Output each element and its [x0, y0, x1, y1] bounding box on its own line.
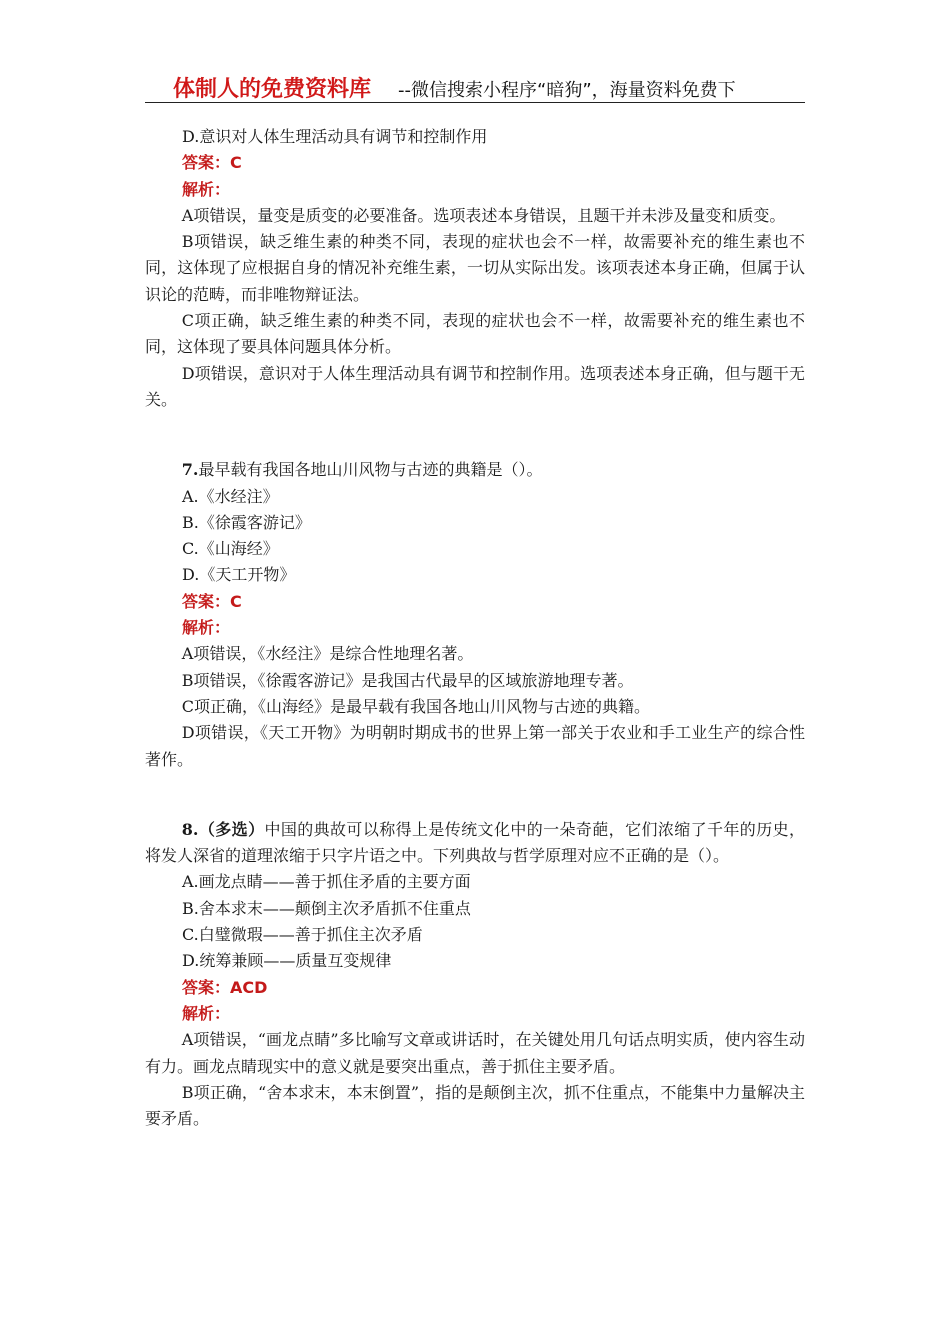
q7-option-c: C.《山海经》	[182, 539, 279, 559]
q8-option-c: C.白璧微瑕——善于抓住主次矛盾	[182, 925, 423, 945]
q8-option-a: A.画龙点睛——善于抓住矛盾的主要方面	[182, 872, 471, 892]
q8-analysis-label: 解析：	[182, 1003, 231, 1023]
q7-analysis-d: D项错误，《天工开物》为明朝时期成书的世界上第一部关于农业和手工业生产的综合性著作。	[145, 723, 805, 769]
q8-number: 8.	[181, 819, 199, 839]
q7-option-d: D.《天工开物》	[182, 565, 296, 585]
q6-analysis-d: D项错误，意识对于人体生理活动具有调节和控制作用。选项表述本身正确，但与题干无关。	[145, 363, 805, 409]
page-header	[145, 70, 805, 103]
q6-analysis-a: A项错误，量变是质变的必要准备。选项表述本身错误，且题干并未涉及量变和质变。	[181, 205, 786, 225]
document-body	[145, 124, 805, 1132]
q7-number: 7.	[181, 460, 199, 480]
q6-analysis-label: 解析：	[182, 179, 231, 199]
header-tagline: --微信搜索小程序“暗狗”，海量资料免费下	[398, 80, 736, 101]
q8-answer: 答案：ACD	[182, 977, 268, 997]
q8-analysis-a: A项错误，“画龙点睛”多比喻写文章或讲话时，在关键处用几句话点明实质，使内容生动有力。画龙点睛现实中的意义就是要突出重点，善于抓住主要矛盾。	[145, 1030, 805, 1076]
q8-stem	[145, 817, 805, 870]
q7-option-b: B.《徐霞客游记》	[182, 512, 311, 532]
q6-answer: 答案：C	[182, 153, 242, 173]
header-brand: 体制人的免费资料库	[173, 77, 372, 102]
q8-stem-text: 中国的典故可以称得上是传统文化中的一朵奇葩，它们浓缩了千年的历史，将发人深省的道理浓缩于只字片语之中。下列典故与哲学原理对应不正确的是（）。	[145, 819, 805, 866]
q8-analysis-b: B项正确，“舍本求末，本末倒置”，指的是颠倒主次，抓不住重点，不能集中力量解决主要矛盾。	[145, 1082, 805, 1129]
q6-analysis-c: C项正确，缺乏维生素的种类不同，表现的症状也会不一样，故需要补充的维生素也不同，这体现了要具体问题具体分析。	[145, 311, 805, 357]
q7-analysis-label: 解析：	[182, 618, 231, 638]
q7-analysis-b: B项错误，《徐霞客游记》是我国古代最早的区域旅游地理专著。	[181, 670, 634, 690]
q6-option-d: D.意识对人体生理活动具有调节和控制作用	[182, 127, 488, 146]
q8-option-d: D.统筹兼顾——质量互变规律	[182, 951, 392, 971]
q7-stem	[145, 457, 805, 483]
q8-option-b: B.舍本求末——颠倒主次矛盾抓不住重点	[182, 898, 471, 918]
q7-stem-text: 最早载有我国各地山川风物与古迹的典籍是（）。	[198, 460, 543, 480]
q7-answer: 答案：C	[182, 591, 242, 611]
q6-analysis-b: B项错误，缺乏维生素的种类不同，表现的症状也会不一样，故需要补充的维生素也不同，这体现了应根据自身的情况补充维生素，一切从实际出发。该项表述本身正确，但属于认识论的范畴，而非唯物辩证法。	[145, 232, 805, 304]
q8-tag: （多选）	[198, 819, 265, 839]
q7-analysis-c: C项正确，《山海经》是最早载有我国各地山川风物与古迹的典籍。	[181, 696, 651, 716]
q7-option-a: A.《水经注》	[182, 486, 279, 506]
q7-analysis-a: A项错误，《水经注》是综合性地理名著。	[181, 644, 474, 664]
